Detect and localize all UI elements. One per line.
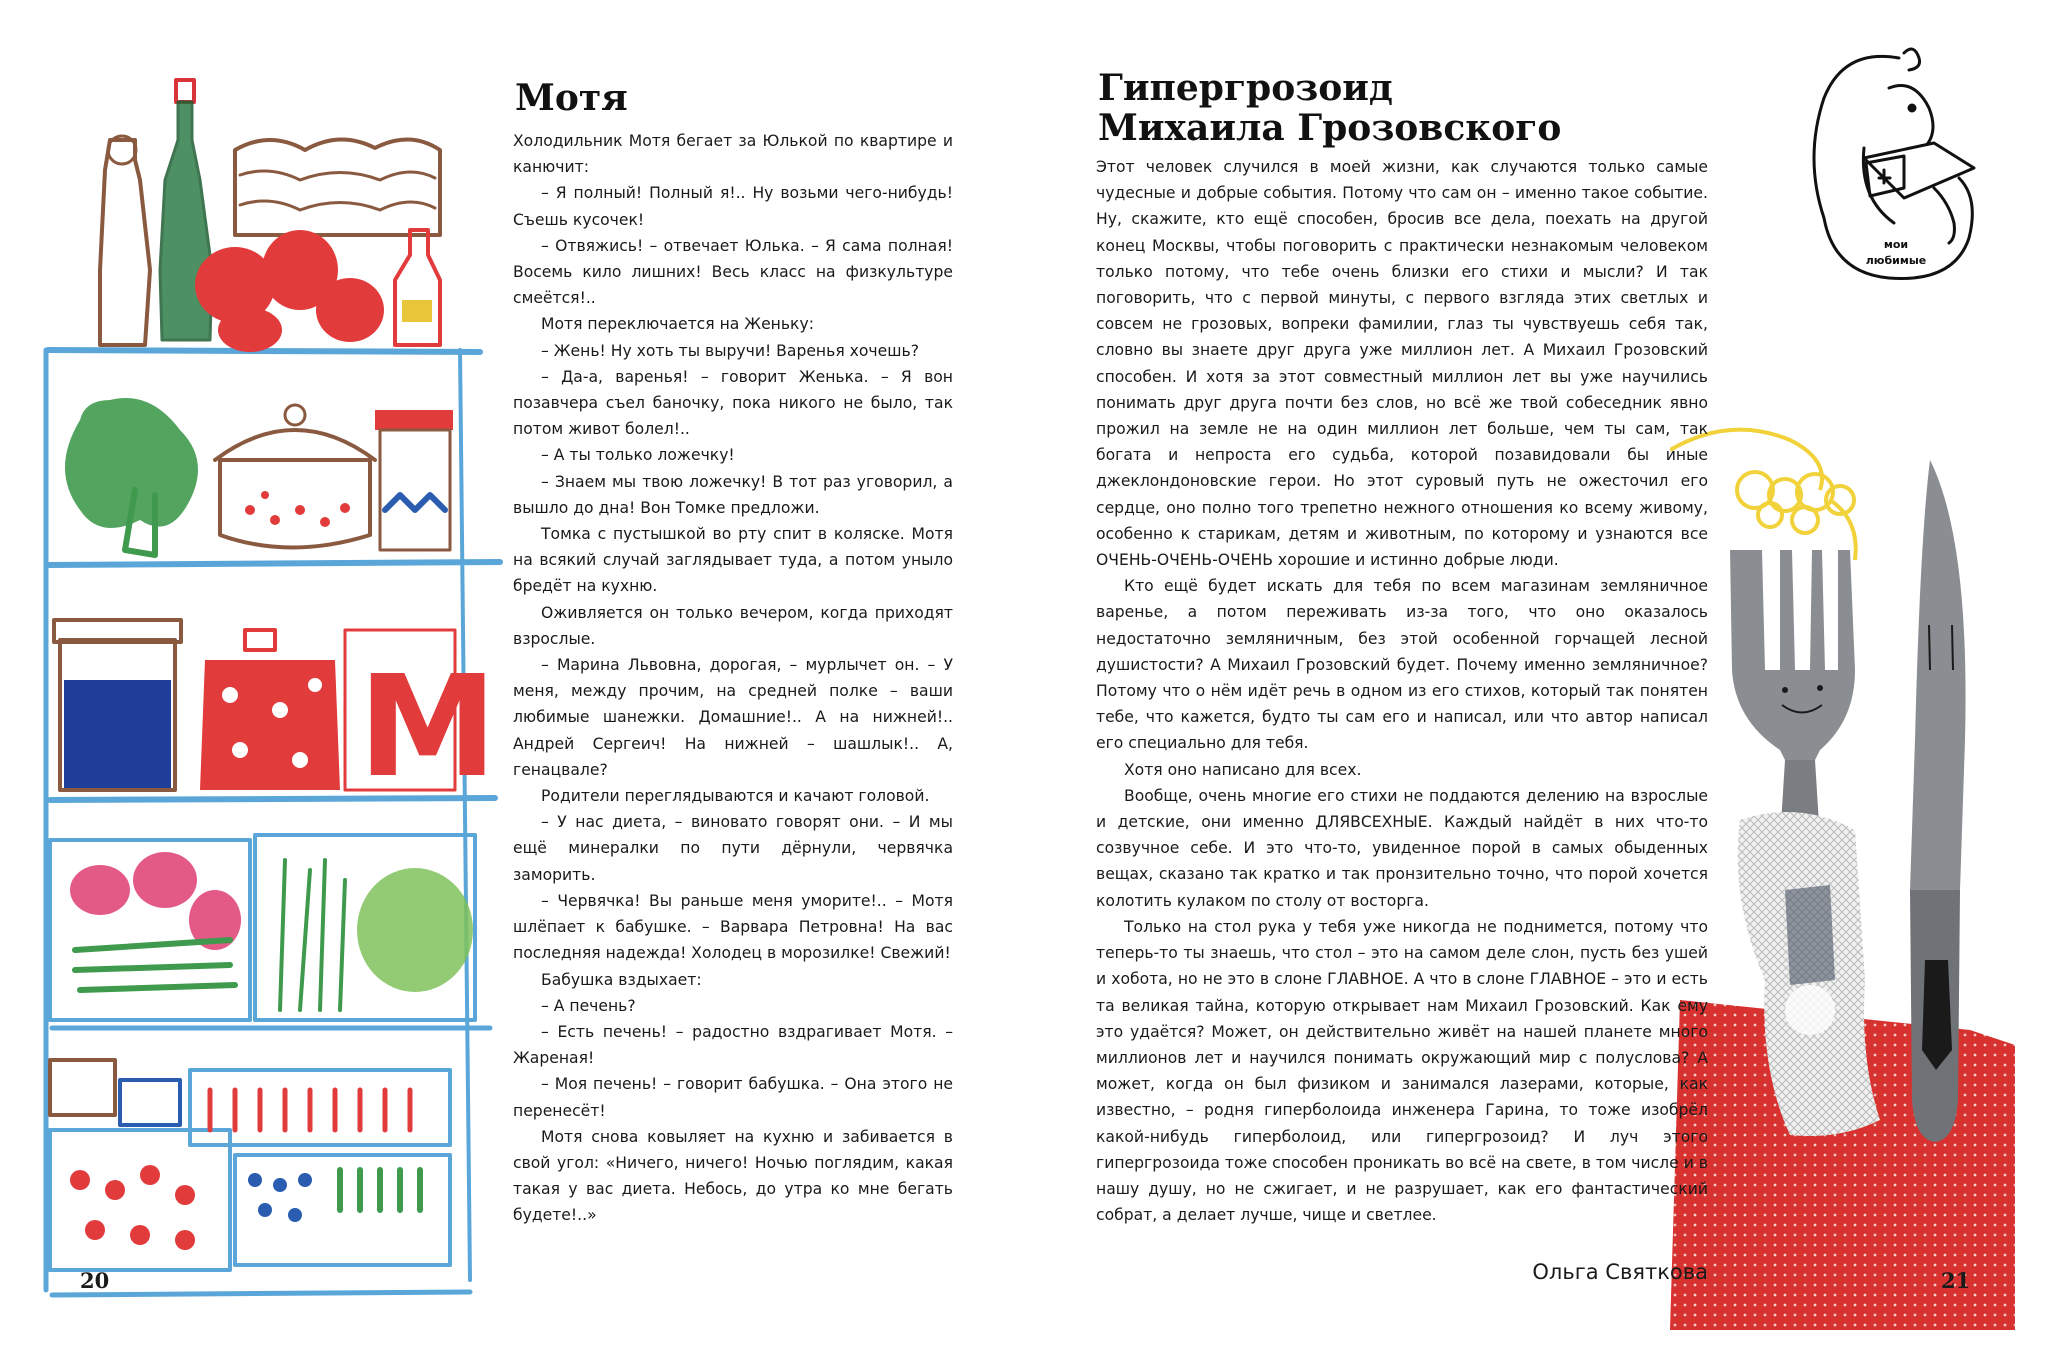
story-paragraph: Томка с пустышкой во рту спит в коляске. Мотя на всякий случай заглядывает туда, а потом уныло бредёт на кухню.	[513, 525, 953, 596]
article-author: Ольга Святкова	[1532, 1260, 1708, 1284]
badge-label-line1: мои	[1883, 238, 1909, 251]
story-paragraph: Бабушка вздыхает:	[541, 970, 702, 989]
article-text	[1096, 154, 1708, 1228]
story-paragraph: Мотя снова ковыляет на кухню и забивается в свой угол: «Ничего, ничего! Ночью поглядим, какая такая у вас диета. Небось, до утра ко мне бегать будете!..»	[513, 1127, 953, 1225]
story-paragraph: – А ты только ложечку!	[541, 446, 735, 465]
story-paragraph: Родители переглядываются и качают головой.	[541, 787, 930, 806]
story-paragraph: – А печень?	[541, 996, 636, 1015]
story-paragraph: – Моя печень! – говорит бабушка. – Она этого не перенесёт!	[513, 1075, 953, 1120]
article-title-line1: Гипергрозоид	[1098, 67, 1393, 109]
story-title: Мотя	[515, 77, 628, 119]
story-paragraph: – Червячка! Вы раньше меня уморите!.. – Мотя шлёпает к бабушке. – Варвара Петровна! На вас последняя надежда! Холодец в морозилке! Свежий!	[513, 891, 953, 963]
fridge-shelves-illustration	[40, 70, 510, 1330]
article-paragraph: Хотя оно написано для всех.	[1124, 760, 1362, 779]
fridge-letter: M	[358, 646, 498, 809]
article-paragraph: Только на стол рука у тебя уже никогда не поднимется, потому что теперь-то ты знаешь, что стол – это на самом деле слон, пусть без ушей и хобота, но не это в слоне ГЛАВНОЕ. А что в слоне ГЛАВНОЕ – это и есть та великая тайна, которую открывает нам Михаил Грозовский. Как ему это удаётся? Может, он действительно живёт на нашей планете много миллионов лет и научился понимать окружающий мир с полуслова? А может, когда он был физиком и занимался лазерами, которые, как известно, – родня гиперболоида инженера Гарина, то тоже изобрёл какой-нибудь гиперболоид, или гипергрозоид? И луч этого гипергрозоида тоже способен проникать во всё на свете, в том числе и в нашу душу, но не сжигает, и не разрушает, как его фантастический собрат, а делает лучше, чище и светлее.	[1096, 917, 1708, 1225]
story-text	[513, 128, 953, 1229]
story-paragraph: – Я полный! Полный я!.. Ну возьми чего-нибудь! Съешь кусочек!	[513, 184, 953, 229]
story-paragraph: – Отвяжись! – отвечает Юлька. – Я сама полная! Восемь кило лишних! Весь класс на физкультуре смеётся!..	[513, 236, 953, 308]
badge-label-line2: любимые	[1865, 254, 1927, 267]
article-title	[1098, 68, 1561, 148]
story-paragraph: Холодильник Мотя бегает за Юлькой по квартире и канючит:	[513, 132, 953, 177]
favorites-badge	[1804, 38, 1984, 288]
story-paragraph: – Есть печень! – радостно вздрагивает Мотя. – Жареная!	[513, 1022, 953, 1068]
story-paragraph: – Марина Львовна, дорогая, – мурлычет он. – У меня, между прочим, на средней полке – ваши любимые шанежки. Домашние!.. А на нижней!.. Андрей Сергеич! На нижней – шашлык!.. А, генацвале?	[513, 656, 953, 779]
story-paragraph: Оживляется он только вечером, когда приходят взрослые.	[513, 603, 953, 648]
story-paragraph: – У нас диета, – виновато говорят они. – И мы ещё минералки по пути дёрнули, червячка заморить.	[513, 813, 953, 884]
story-paragraph: Мотя переключается на Женьку:	[541, 315, 814, 334]
article-paragraph: Вообще, очень многие его стихи не поддаются делению на взрослые и детские, они именно ДЛЯВСЕХНЫЕ. Каждый найдёт в них что-то созвучное себе. И это что-то, увиденное порой в самых обыденных вещах, сказано так кратко и так пронзительно точно, что порой хочется колотить кулаком по столу от восторга.	[1096, 786, 1708, 910]
story-paragraph: – Да-а, варенья! – говорит Женька. – Я вон позавчера съел баночку, пока никого не было, так потом живот болел!..	[513, 367, 953, 439]
article-paragraph: Этот человек случился в моей жизни, как случаются только самые чудесные и добрые события. Потому что сам он – именно такое событие. Ну, скажите, кто ещё способен, бросив все дела, поехать на другой конец Москвы, чтобы поговорить с практически незнакомым человеком только потому, что тебе очень близки его стихи и мысли? И так поговорить, что с первой минуты, с первого взгляда этих светлых и совсем не грозовых, вопреки фамилии, глаз ты чувствуешь себя так, словно вы знаете друг друга уже миллион лет. А Михаил Грозовский способен. И хотя за этот совместный миллион лет вы уже научились понимать друг друга почти без слов, но всё же твой собеседник явно прожил на земле не на один миллион лет больше, чем ты сам, так богата и непроста его судьба, которой позавидовали бы иные джеклондоновские герои. Но этот суровый путь не ожесточил его сердце, оно полно того трепетно нежного отношения ко всему живому, особенно к старикам, детям и животным, по которому и узнаются все ОЧЕНЬ-ОЧЕНЬ-ОЧЕНЬ хорошие и истинно добрые люди.	[1096, 158, 1708, 570]
story-paragraph: – Жень! Ну хоть ты выручи! Варенья хочешь?	[541, 341, 919, 360]
article-title-line2: Михаила Грозовского	[1098, 107, 1562, 149]
story-paragraph: – Знаем мы твою ложечку! В тот раз уговорил, а вышло до дна! Вон Томке предложи.	[513, 472, 953, 517]
article-paragraph: Кто ещё будет искать для тебя по всем магазинам земляничное варенье, а потом переживать из-за того, что оно оказалось недостаточно земляничным, без этой особенной горчащей лесной душистости? А Михаил Грозовский будет. Почему именно земляничное? Потому что о нём идёт речь в одном из его стихов, который так понятен тебе, что кажется, будто ты сам его и написал, или что автор написал его специально для тебя.	[1096, 577, 1708, 753]
page-number: 21	[1941, 1268, 1971, 1293]
page-number: 20	[80, 1268, 110, 1293]
fork-and-knife-illustration	[1670, 420, 2015, 1330]
